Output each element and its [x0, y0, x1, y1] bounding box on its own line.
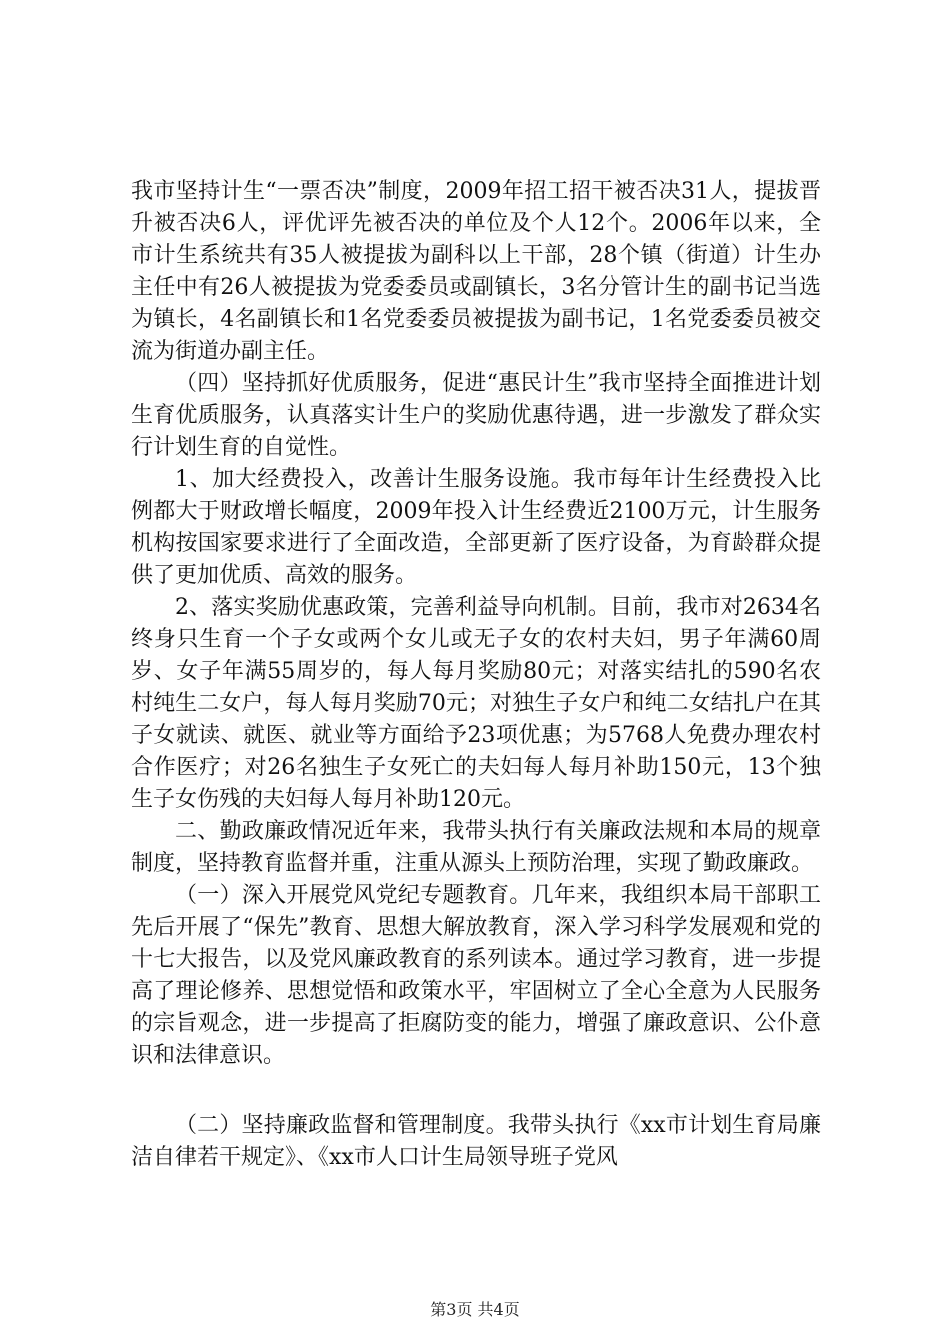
- paragraph-reward-policy: 2、落实奖励优惠政策，完善利益导向机制。目前，我市对2634名终身只生育一个子女或两个女儿或无子女的农村夫妇，男子年满60周岁、女子年满55周岁的，每人每月奖励80元；对落实结扎的590名农村纯生二女户，每人每月奖励70元；对独生子女户和纯二女结扎户在其子女就读、就医、就业等方面给予23项优惠；为5768人免费办理农村合作医疗；对26名独生子女死亡的夫妇每人每月补助150元，13个独生子女伤残的夫妇每人每月补助120元。: [131, 595, 821, 812]
- document-body: [131, 176, 821, 1174]
- paragraph-supervision-system: （二）坚持廉政监督和管理制度。我带头执行《xx市计划生育局廉洁自律若干规定》、《xx市人口计生局领导班子党风: [131, 1113, 821, 1170]
- paragraph-quality-service: （四）坚持抓好优质服务，促进“惠民计生”我市坚持全面推进计划生育优质服务，认真落实计生户的奖励优惠待遇，进一步激发了群众实行计划生育的自觉性。: [131, 371, 821, 460]
- paragraph-funding-investment: 1、加大经费投入，改善计生服务设施。我市每年计生经费投入比例都大于财政增长幅度，2009年投入计生经费近2100万元，计生服务机构按国家要求进行了全面改造，全部更新了医疗设备，为育龄群众提供了更加优质、高效的服务。: [131, 467, 821, 588]
- page-footer: 第3页 共4页: [430, 1300, 520, 1319]
- paragraph-veto-system: 我市坚持计生“一票否决”制度，2009年招工招干被否决31人，提拔晋升被否决6人，评优评先被否决的单位及个人12个。2006年以来，全市计生系统共有35人被提拔为副科以上干部，28个镇（街道）计生办主任中有26人被提拔为党委委员或副镇长，3名分管计生的副书记当选为镇长，4名副镇长和1名党委委员被提拔为副书记，1名党委委员被交流为街道办副主任。: [131, 179, 821, 364]
- paragraph-diligent-honest-governance: 二、勤政廉政情况近年来，我带头执行有关廉政法规和本局的规章制度，坚持教育监督并重，注重从源头上预防治理，实现了勤政廉政。: [131, 819, 821, 876]
- paragraph-party-education: （一）深入开展党风党纪专题教育。几年来，我组织本局干部职工先后开展了“保先”教育、思想大解放教育，深入学习科学发展观和党的十七大报告，以及党风廉政教育的系列读本。通过学习教育，进一步提高了理论修养、思想觉悟和政策水平，牢固树立了全心全意为人民服务的宗旨观念，进一步提高了拒腐防变的能力，增强了廉政意识、公仆意识和法律意识。: [131, 883, 821, 1068]
- paragraph-gap: [131, 1072, 821, 1110]
